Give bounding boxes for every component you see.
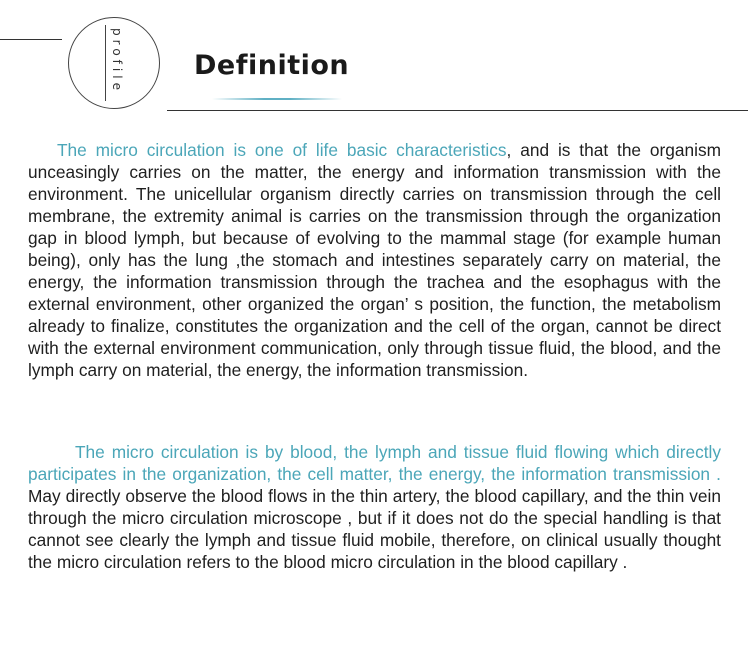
page-title: Definition xyxy=(194,50,350,81)
paragraph-2-body: May directly observe the blood flows in the thin artery, the blood capillary, and the thin vein through the micro circulation microscope , but if it does not do the special handling is that cannot see clearly the lymph and tissue fluid mobile, therefore, on clinical usually thought the micro circulation refers to the blood micro circulation in the blood capillary . xyxy=(28,486,721,572)
header-left-divider xyxy=(0,39,62,40)
paragraph-2-highlight: The micro circulation is by blood, the lymph and tissue fluid flowing which directly participates in the organization, the cell matter, the energy, the information transmission . xyxy=(28,442,721,484)
paragraph-1-body: , and is that the organism unceasingly carries on the matter, the energy and information transmission with the environment. The unicellular organism directly carries on transmission through the cell membrane, the extremity animal is carries on the transmission through the organization gap in blood lymph, but because of evolving to the mammal stage (for example human being), only has the lung ,the stomach and intestines separately carry on material, the energy, the information transmission through the trachea and the esophagus with the external environment, other organized the organ’ s position, the function, the metabolism already to finalize, constitutes the organization and the cell of the organ, cannot be direct with the external environment communication, only through tissue fluid, the blood, and the lymph carry on material, the energy, the information transmission. xyxy=(28,140,722,380)
title-accent-underline xyxy=(212,98,342,100)
profile-badge-label: profile xyxy=(110,28,124,94)
header-right-divider xyxy=(167,110,748,111)
definition-paragraph-2 xyxy=(28,441,721,573)
definition-paragraph-1 xyxy=(28,139,721,381)
paragraph-1-highlight: The micro circulation is one of life basic characteristics xyxy=(57,140,507,160)
profile-badge-divider xyxy=(105,25,106,101)
